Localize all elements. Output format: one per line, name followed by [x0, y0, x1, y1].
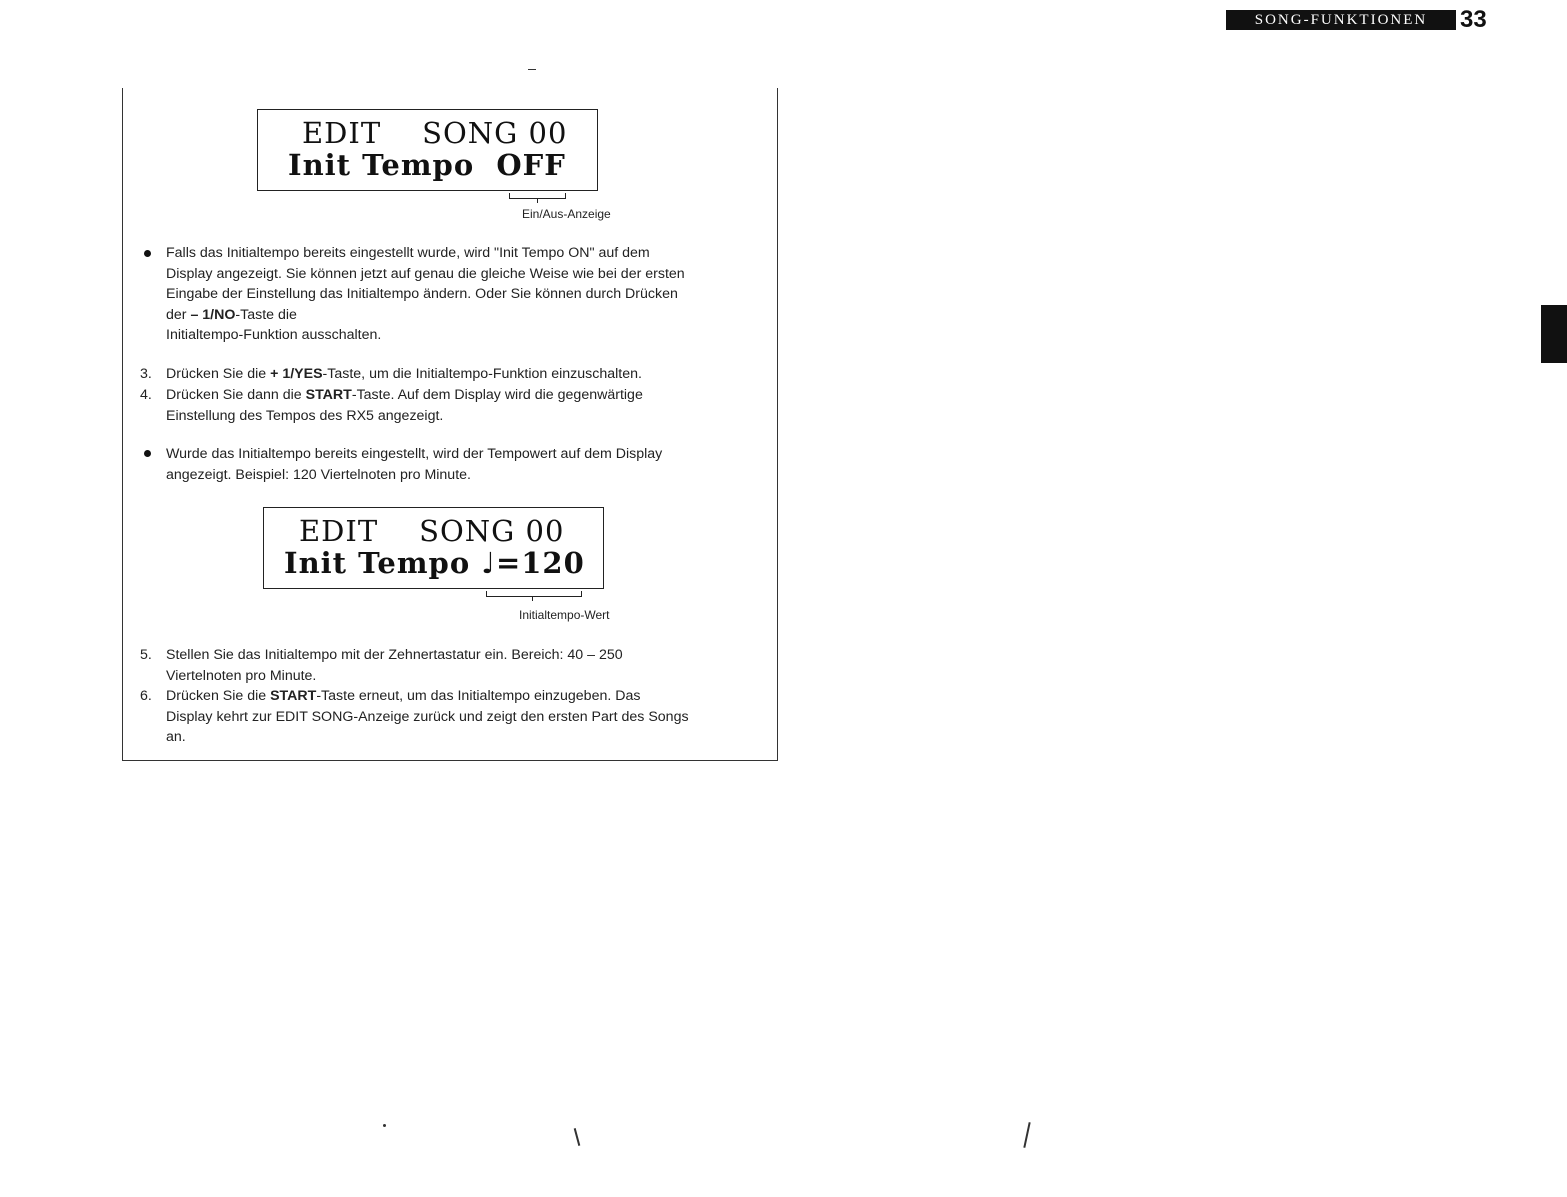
step-number: 4.	[140, 387, 152, 403]
step-6-text	[166, 686, 766, 748]
text-line: Falls das Initialtempo bereits eingestellt wurde, wird "Init Tempo ON" auf dem	[166, 245, 650, 261]
text-span: Drücken Sie dann die	[166, 387, 306, 403]
section-header: SONG-FUNKTIONEN	[1226, 10, 1456, 30]
text-line: Wurde das Initialtempo bereits eingestellt, wird der Tempowert auf dem Display	[166, 446, 663, 462]
lcd-display-off	[257, 109, 598, 191]
on-off-indicator-caption: Ein/Aus-Anzeige	[522, 207, 611, 221]
text-line: Display angezeigt. Sie können jetzt auf genau die gleiche Weise wie bei der ersten	[166, 265, 685, 282]
text-line	[166, 686, 766, 707]
step-5-text	[166, 645, 766, 686]
text-span: Drücken Sie die	[166, 366, 271, 382]
lcd-display-tempo	[263, 507, 604, 589]
bullet-paragraph-init-tempo-on	[166, 243, 766, 346]
text-span: der	[166, 306, 191, 323]
scan-speck	[528, 69, 536, 70]
page-number: 33	[1460, 6, 1487, 33]
tempo-value-bracket	[486, 591, 582, 597]
step-number: 5.	[140, 647, 152, 663]
scan-speck	[574, 1128, 581, 1146]
yes-key-label: + 1/YES	[270, 366, 323, 382]
text-line: Viertelnoten pro Minute.	[166, 667, 317, 684]
frame-bottom-rule	[122, 760, 778, 761]
text-span: -Taste erneut, um das Initialtempo einzugeben. Das	[316, 688, 641, 704]
scan-speck	[1023, 1122, 1030, 1148]
step-number: 6.	[140, 688, 152, 704]
text-span: -Taste. Auf dem Display wird die gegenwärtige	[351, 387, 643, 403]
no-key-label: – 1/NO	[190, 306, 236, 323]
step-4-text	[166, 385, 766, 426]
step-number: 3.	[140, 366, 152, 382]
text-line: Initialtempo-Funktion ausschalten.	[166, 327, 382, 343]
text-line: Display kehrt zur EDIT SONG-Anzeige zurück und zeigt den ersten Part des Songs	[166, 708, 689, 725]
text-line: an.	[166, 729, 186, 745]
step-3-text	[166, 364, 766, 385]
start-key-label: START	[270, 688, 317, 704]
tempo-value-caption: Initialtempo-Wert	[519, 608, 610, 622]
lcd-line-2: Init Tempo OFF	[288, 148, 566, 182]
lcd-line-1: EDIT SONG 00	[302, 116, 568, 150]
section-tab-marker	[1541, 305, 1567, 363]
start-key-label: START	[305, 387, 352, 403]
text-line	[166, 305, 766, 326]
text-span: Drücken Sie die	[166, 688, 271, 704]
bullet-marker	[144, 450, 151, 457]
text-span: -Taste, um die Initialtempo-Funktion einzuschalten.	[322, 366, 642, 382]
text-line: Stellen Sie das Initialtempo mit der Zehnertastatur ein. Bereich: 40 – 250	[166, 647, 623, 663]
scan-speck	[383, 1124, 386, 1127]
tempo-value-bracket-tick	[532, 596, 533, 601]
text-line: Eingabe der Einstellung das Initialtempo ändern. Oder Sie können durch Drücken	[166, 286, 678, 302]
text-line: Einstellung des Tempos des RX5 angezeigt.	[166, 407, 444, 424]
text-span: -Taste die	[235, 306, 297, 323]
lcd-line-1: EDIT SONG 00	[299, 514, 565, 548]
text-line: angezeigt. Beispiel: 120 Viertelnoten pro Minute.	[166, 466, 471, 483]
text-line	[166, 385, 766, 406]
indicator-bracket-tick	[537, 198, 538, 203]
frame-right-rule	[777, 88, 778, 760]
frame-left-rule	[122, 88, 123, 760]
lcd-line-2: Init Tempo ♩=120	[284, 546, 585, 580]
bullet-paragraph-tempo-value	[166, 444, 766, 485]
bullet-marker	[144, 250, 151, 257]
